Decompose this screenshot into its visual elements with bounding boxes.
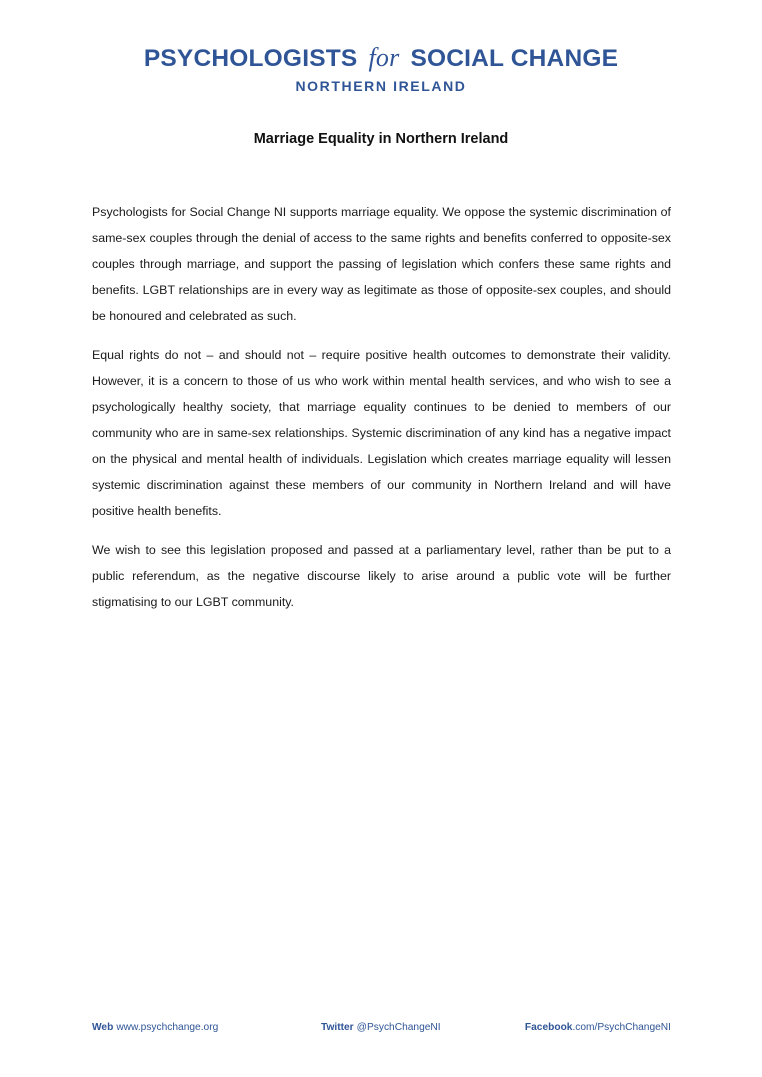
organization-name-part2: SOCIAL CHANGE (410, 45, 619, 72)
footer-facebook (525, 1019, 671, 1037)
document-title: Marriage Equality in Northern Ireland (253, 131, 509, 147)
footer-web-label: Web (92, 1022, 114, 1033)
footer-twitter-link[interactable]: @PsychChangeNI (356, 1022, 441, 1033)
paragraph-2: Equal rights do not – and should not – require positive health outcomes to demonstrate their validity. However, it is a concern to those of us who work within mental health services, and who wish to see a psychologically healthy society, that marriage equality continues to be denied to members of our community who are in same-sex relationships. Systemic discrimination of any kind has a negative impact on the physical and mental health of individuals. Legislation which creates marriage equality will lessen systemic discrimination against these members of our community in Northern Ireland and will have positive health benefits. (92, 348, 671, 518)
footer (92, 1019, 671, 1037)
organization-name-for: for (368, 43, 400, 72)
footer-web (92, 1019, 218, 1037)
paragraph-1: Psychologists for Social Change NI supports marriage equality. We oppose the systemic discrimination of same-sex couples through the denial of access to the same rights and benefits conferred to opposite-sex couples through marriage, and support the passing of legislation which confers these same rights and benefits. LGBT relationships are in every way as legitimate as those of opposite-sex couples, and should be honoured and celebrated as such. (92, 205, 671, 323)
footer-twitter-label: Twitter (321, 1022, 354, 1033)
footer-web-link[interactable]: www.psychchange.org (116, 1022, 219, 1033)
footer-twitter (321, 1019, 441, 1037)
organization-name-part1: PSYCHOLOGISTS (143, 45, 358, 72)
footer-facebook-label: Facebook (524, 1022, 573, 1033)
organization-name (0, 42, 762, 75)
paragraph-3: We wish to see this legislation proposed and passed at a parliamentary level, rather than be put to a public referendum, as the negative discourse likely to arise around a public vote will be further stigmatising to our LGBT community. (92, 543, 671, 609)
organization-region: NORTHERN IRELAND (295, 78, 467, 94)
document-body (92, 199, 671, 628)
footer-facebook-link[interactable]: .com/PsychChangeNI (572, 1022, 671, 1033)
letterhead (0, 42, 762, 96)
